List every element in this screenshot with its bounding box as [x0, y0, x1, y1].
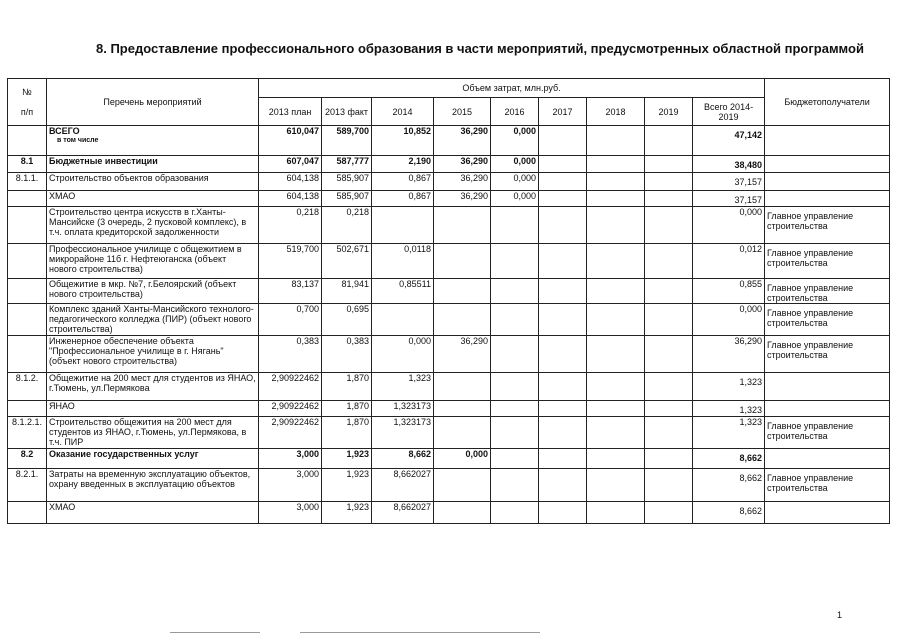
value-cell	[645, 126, 693, 156]
budget-recipient	[765, 401, 890, 417]
value-cell: 83,137	[259, 279, 322, 304]
value-cell	[491, 336, 539, 373]
value-cell: 36,290	[434, 336, 491, 373]
value-cell: 0,695	[322, 304, 372, 336]
value-cell: 2,90922462	[259, 373, 322, 401]
activity-name: Строительство общежития на 200 мест для студентов из ЯНАО, г.Тюмень, ул.Пермякова, в т.ч. ПИР	[49, 417, 247, 447]
value-cell	[587, 207, 645, 244]
value-cell	[645, 469, 693, 502]
budget-recipient: Главное управление строительства	[765, 279, 890, 304]
header-number: № п/п	[8, 79, 47, 126]
budget-recipient: Главное управление строительства	[765, 207, 890, 244]
row-activity	[47, 502, 259, 524]
value-cell: 0,000	[434, 449, 491, 469]
row-number	[8, 279, 47, 304]
value-cell	[539, 502, 587, 524]
value-cell	[645, 156, 693, 173]
row-activity	[47, 469, 259, 502]
value-cell: 1,923	[322, 449, 372, 469]
value-cell	[645, 336, 693, 373]
value-cell: 0,000	[491, 126, 539, 156]
value-cell: 604,138	[259, 173, 322, 191]
value-cell	[491, 279, 539, 304]
value-cell: 1,323	[372, 373, 434, 401]
value-cell	[434, 502, 491, 524]
budget-recipient	[765, 373, 890, 401]
footer-rule	[300, 632, 540, 633]
value-cell: 607,047	[259, 156, 322, 173]
activity-name: ХМАО	[49, 502, 76, 512]
header-cost: Объем затрат, млн.руб.	[259, 79, 765, 98]
header-recipients: Бюджетополучатели	[765, 79, 890, 126]
value-cell	[587, 469, 645, 502]
value-cell: 0,000	[693, 304, 765, 336]
value-cell: 604,138	[259, 191, 322, 207]
page-number: 1	[837, 610, 843, 620]
value-cell: 0,383	[259, 336, 322, 373]
row-activity	[47, 191, 259, 207]
value-cell	[539, 336, 587, 373]
table-row	[8, 469, 890, 502]
header-activities: Перечень мероприятий	[47, 79, 259, 126]
value-cell: 36,290	[434, 156, 491, 173]
value-cell: 1,323173	[372, 401, 434, 417]
table-row	[8, 244, 890, 279]
row-number	[8, 336, 47, 373]
value-cell: 37,157	[693, 173, 765, 191]
value-cell	[491, 244, 539, 279]
value-cell: 0,012	[693, 244, 765, 279]
budget-recipient	[765, 126, 890, 156]
activity-name: Инженерное обеспечение объекта "Профессиональное училище в г. Нягань" (объект нового строительства)	[49, 336, 224, 366]
table-row	[8, 401, 890, 417]
row-activity	[47, 401, 259, 417]
value-cell: 8,662027	[372, 502, 434, 524]
header-year: 2015	[434, 98, 491, 126]
value-cell	[587, 417, 645, 449]
value-cell: 1,323	[693, 401, 765, 417]
table-row	[8, 173, 890, 191]
value-cell: 36,290	[693, 336, 765, 373]
value-cell	[645, 304, 693, 336]
value-cell	[645, 449, 693, 469]
activity-name: ХМАО	[49, 191, 76, 201]
value-cell	[372, 304, 434, 336]
value-cell: 2,90922462	[259, 417, 322, 449]
value-cell: 0,000	[491, 156, 539, 173]
value-cell	[587, 156, 645, 173]
value-cell	[587, 449, 645, 469]
activity-name: Общежитие в мкр. №7, г.Белоярский (объект нового строительства)	[49, 279, 237, 299]
table-row	[8, 304, 890, 336]
header-year: 2013 план	[259, 98, 322, 126]
value-cell	[645, 373, 693, 401]
value-cell: 589,700	[322, 126, 372, 156]
activity-name: Комплекс зданий Ханты-Мансийского технолого-педагогического колледжа (ПИР) (объект нового строительства)	[49, 304, 254, 334]
value-cell	[434, 207, 491, 244]
value-cell: 1,923	[322, 502, 372, 524]
value-cell: 0,0118	[372, 244, 434, 279]
activity-subnote: в том числе	[57, 137, 99, 144]
value-cell: 610,047	[259, 126, 322, 156]
value-cell: 8,662027	[372, 469, 434, 502]
value-cell: 519,700	[259, 244, 322, 279]
value-cell: 8,662	[693, 502, 765, 524]
value-cell: 1,870	[322, 401, 372, 417]
header-year: 2019	[645, 98, 693, 126]
value-cell	[539, 173, 587, 191]
value-cell	[491, 417, 539, 449]
value-cell	[539, 469, 587, 502]
budget-recipient: Главное управление строительства	[765, 304, 890, 336]
value-cell	[645, 401, 693, 417]
value-cell	[645, 191, 693, 207]
row-activity	[47, 449, 259, 469]
value-cell	[491, 207, 539, 244]
value-cell	[587, 191, 645, 207]
table-row	[8, 449, 890, 469]
row-number: 8.2	[8, 449, 47, 469]
row-activity	[47, 207, 259, 244]
activity-name: Общежитие на 200 мест для студентов из ЯНАО, г.Тюмень, ул.Пермякова	[49, 373, 256, 393]
row-activity	[47, 336, 259, 373]
value-cell: 1,870	[322, 417, 372, 449]
value-cell: 36,290	[434, 191, 491, 207]
value-cell	[491, 469, 539, 502]
value-cell: 0,867	[372, 173, 434, 191]
budget-recipient: Главное управление строительства	[765, 336, 890, 373]
header-year: 2014	[372, 98, 434, 126]
value-cell	[587, 304, 645, 336]
value-cell: 502,671	[322, 244, 372, 279]
value-cell: 36,290	[434, 126, 491, 156]
value-cell	[645, 173, 693, 191]
value-cell: 3,000	[259, 449, 322, 469]
table-row	[8, 207, 890, 244]
value-cell	[491, 304, 539, 336]
value-cell	[587, 502, 645, 524]
value-cell: 36,290	[434, 173, 491, 191]
activity-name: Профессиональное училище с общежитием в микрорайоне 11б г. Нефтеюганска (объект нового строительства)	[49, 244, 242, 274]
value-cell	[539, 304, 587, 336]
row-number: 8.1.2.1.	[8, 417, 47, 449]
activity-name: ЯНАО	[49, 401, 75, 411]
value-cell	[539, 156, 587, 173]
row-activity	[47, 156, 259, 173]
value-cell: 0,855	[693, 279, 765, 304]
row-number	[8, 244, 47, 279]
value-cell: 0,383	[322, 336, 372, 373]
row-number: 8.2.1.	[8, 469, 47, 502]
table-row	[8, 502, 890, 524]
activity-name: Строительство объектов образования	[49, 173, 209, 183]
table-row	[8, 336, 890, 373]
value-cell: 0,700	[259, 304, 322, 336]
value-cell	[539, 126, 587, 156]
value-cell	[491, 373, 539, 401]
value-cell	[491, 502, 539, 524]
value-cell	[372, 207, 434, 244]
budget-recipient: Главное управление строительства	[765, 417, 890, 449]
value-cell	[539, 373, 587, 401]
budget-recipient	[765, 191, 890, 207]
value-cell	[539, 207, 587, 244]
value-cell: 587,777	[322, 156, 372, 173]
value-cell	[539, 417, 587, 449]
row-number	[8, 304, 47, 336]
value-cell: 1,870	[322, 373, 372, 401]
value-cell	[491, 401, 539, 417]
value-cell: 3,000	[259, 469, 322, 502]
value-cell	[434, 304, 491, 336]
value-cell	[645, 207, 693, 244]
table-row	[8, 279, 890, 304]
value-cell	[645, 244, 693, 279]
row-number	[8, 502, 47, 524]
value-cell: 1,323173	[372, 417, 434, 449]
value-cell	[434, 244, 491, 279]
value-cell: 8,662	[693, 469, 765, 502]
value-cell: 0,000	[491, 173, 539, 191]
value-cell: 10,852	[372, 126, 434, 156]
value-cell: 2,190	[372, 156, 434, 173]
row-number: 8.1	[8, 156, 47, 173]
value-cell: 8,662	[372, 449, 434, 469]
value-cell: 1,323	[693, 417, 765, 449]
table-row	[8, 373, 890, 401]
header-year: 2016	[491, 98, 539, 126]
table-row	[8, 191, 890, 207]
value-cell	[434, 417, 491, 449]
value-cell	[587, 373, 645, 401]
header-year: 2013 факт	[322, 98, 372, 126]
value-cell	[434, 469, 491, 502]
value-cell	[539, 191, 587, 207]
budget-recipient: Главное управление строительства	[765, 469, 890, 502]
value-cell: 0,000	[693, 207, 765, 244]
row-number: 8.1.1.	[8, 173, 47, 191]
value-cell	[539, 279, 587, 304]
budget-recipient	[765, 173, 890, 191]
value-cell	[645, 502, 693, 524]
value-cell	[587, 401, 645, 417]
row-activity	[47, 279, 259, 304]
table-row	[8, 417, 890, 449]
header-year: 2017	[539, 98, 587, 126]
value-cell: 585,907	[322, 191, 372, 207]
footer-rule	[170, 632, 260, 633]
activity-name: Затраты на временную эксплуатацию объектов, охрану введенных в эксплуатацию объектов	[49, 469, 251, 489]
row-activity	[47, 244, 259, 279]
value-cell: 0,000	[491, 191, 539, 207]
value-cell: 37,157	[693, 191, 765, 207]
value-cell	[587, 126, 645, 156]
value-cell: 1,923	[322, 469, 372, 502]
row-number: 8.1.2.	[8, 373, 47, 401]
value-cell	[587, 336, 645, 373]
value-cell	[645, 417, 693, 449]
value-cell: 0,85511	[372, 279, 434, 304]
value-cell: 0,218	[322, 207, 372, 244]
value-cell	[587, 279, 645, 304]
value-cell	[539, 449, 587, 469]
row-activity	[47, 304, 259, 336]
value-cell: 38,480	[693, 156, 765, 173]
row-number	[8, 126, 47, 156]
budget-recipient	[765, 156, 890, 173]
value-cell: 585,907	[322, 173, 372, 191]
value-cell: 47,142	[693, 126, 765, 156]
activity-name: ВСЕГО	[49, 126, 80, 136]
value-cell	[434, 401, 491, 417]
value-cell	[587, 173, 645, 191]
budget-recipient	[765, 502, 890, 524]
row-number	[8, 191, 47, 207]
budget-table	[7, 78, 890, 524]
activity-name: Бюджетные инвестиции	[49, 156, 158, 166]
value-cell: 81,941	[322, 279, 372, 304]
value-cell	[434, 279, 491, 304]
value-cell	[539, 244, 587, 279]
table-row	[8, 156, 890, 173]
header-year: 2018	[587, 98, 645, 126]
value-cell	[491, 449, 539, 469]
value-cell: 0,218	[259, 207, 322, 244]
activity-name: Строительство центра искусств в г.Ханты-Мансийске (3 очередь, 2 пусковой комплекс), в т.ч. оплата кредиторской задолженности	[49, 207, 247, 237]
activity-name: Оказание государственных услуг	[49, 449, 199, 459]
row-activity	[47, 173, 259, 191]
table-row	[8, 126, 890, 156]
value-cell: 1,323	[693, 373, 765, 401]
header-year: Всего 2014-2019	[693, 98, 765, 126]
budget-recipient	[765, 449, 890, 469]
budget-recipient: Главное управление строительства	[765, 244, 890, 279]
value-cell: 3,000	[259, 502, 322, 524]
value-cell	[587, 244, 645, 279]
document-title: 8. Предоставление профессионального образования в части мероприятий, предусмотренных областной программой	[96, 41, 864, 56]
value-cell: 0,000	[372, 336, 434, 373]
value-cell	[539, 401, 587, 417]
value-cell	[645, 279, 693, 304]
row-number	[8, 401, 47, 417]
row-activity	[47, 373, 259, 401]
value-cell	[434, 373, 491, 401]
value-cell: 8,662	[693, 449, 765, 469]
value-cell: 2,90922462	[259, 401, 322, 417]
row-activity	[47, 126, 259, 156]
row-number	[8, 207, 47, 244]
value-cell: 0,867	[372, 191, 434, 207]
row-activity	[47, 417, 259, 449]
